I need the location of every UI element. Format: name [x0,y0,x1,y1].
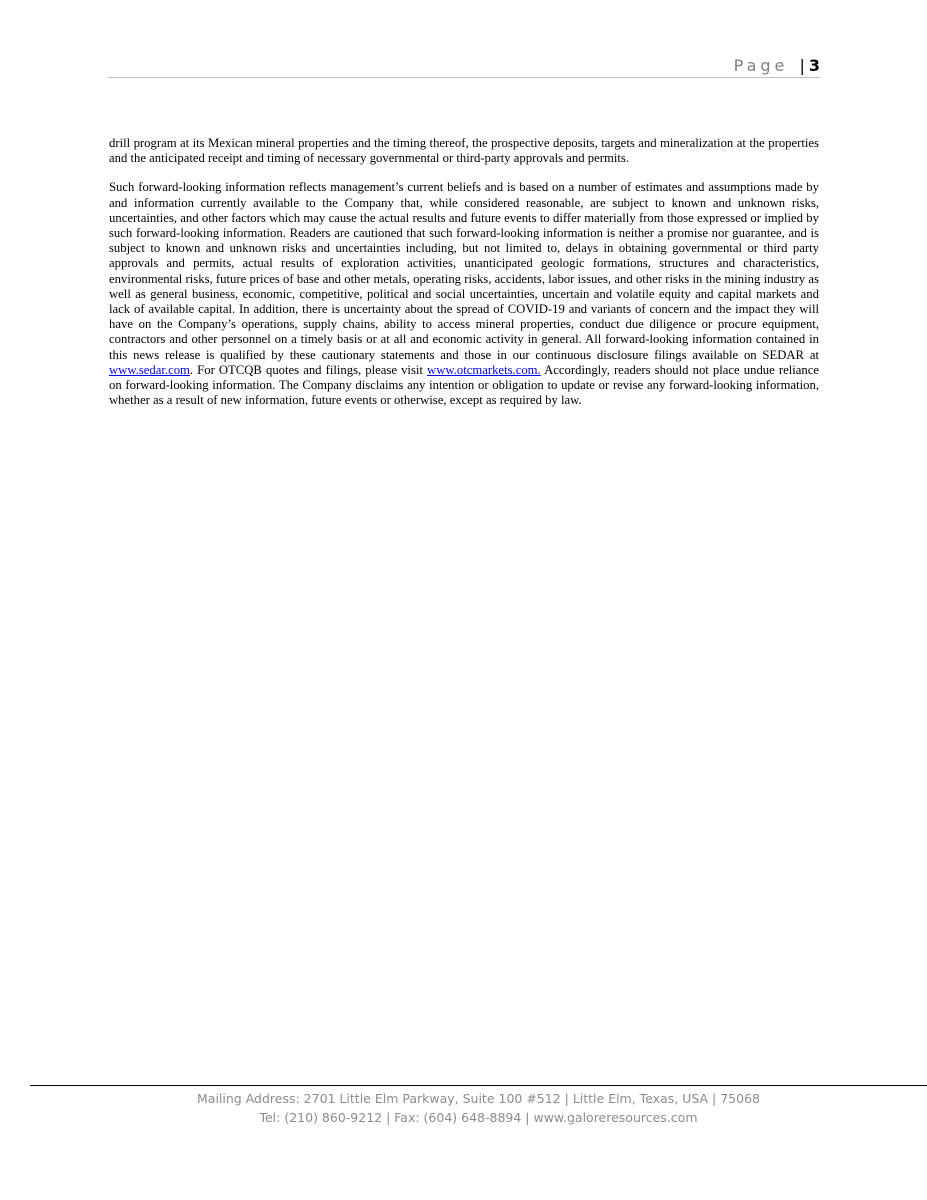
otcmarkets-link[interactable]: www.otcmarkets.com. [427,362,541,377]
document-body [109,136,819,422]
sedar-link[interactable]: www.sedar.com [109,362,190,377]
page-number: 3 [808,56,820,75]
paragraph-2-text-b: . For OTCQB quotes and filings, please visit [189,362,428,377]
footer-contact: Tel: (210) 860-9212 | Fax: (604) 648-8894 | www.galoreresources.com [259,1110,698,1125]
page-separator: | [799,56,805,75]
page-number-label [734,56,820,75]
paragraph-2-text-a: Such forward-looking information reflects management’s current beliefs and is based on a number of estimates and assumptions made by and information currently available to the Company that, while considered reasonable, are subject to known and unknown risks, uncertainties, and other factors which may cause the actual results and future events to differ materially from those expressed or implied by such forward-looking information. Readers are cautioned that such forward-looking information is neither a promise nor guarantee, and is subject to known and unknown risks and uncertainties including, but not limited to, delays in obtaining governmental or third party approvals and permits, actual results of exploration activities, unanticipated geologic formations, structures and characteristics, environmental risks, future prices of base and other metals, operating risks, accidents, labor issues, and other risks in the mining industry as well as general business, economic, competitive, political and social uncertainties, uncertain and volatile equity and capital markets and lack of available capital. In addition, there is uncertainty about the spread of COVID-19 and variants of concern and the impact they will have on the Company’s operations, supply chains, ability to access mineral properties, conduct due diligence or procure equipment, contractors and other personnel on a timely basis or at all and economic activity in general. All forward-looking information contained in this news release is qualified by these cautionary statements and those in our continuous disclosure filings available on SEDAR at [109,180,819,362]
footer-address: Mailing Address: 2701 Little Elm Parkway, Suite 100 #512 | Little Elm, Texas, USA | 75068 [197,1091,760,1106]
page-footer [30,1089,927,1127]
paragraph-2-text-c: Accordingly, readers should not place undue reliance on forward-looking information. The Company disclaims any intention or obligation to update or revise any forward-looking information, whether as a result of new information, future events or otherwise, except as required by law. [109,362,819,408]
paragraph-2 [109,180,819,408]
footer-divider [30,1085,927,1086]
paragraph-1: drill program at its Mexican mineral properties and the timing thereof, the prospective deposits, targets and mineralization at the properties and the anticipated receipt and timing of necessary governmental or third-party approvals and permits. [109,136,819,166]
header-divider [108,77,820,78]
page-label: Page [733,56,789,75]
